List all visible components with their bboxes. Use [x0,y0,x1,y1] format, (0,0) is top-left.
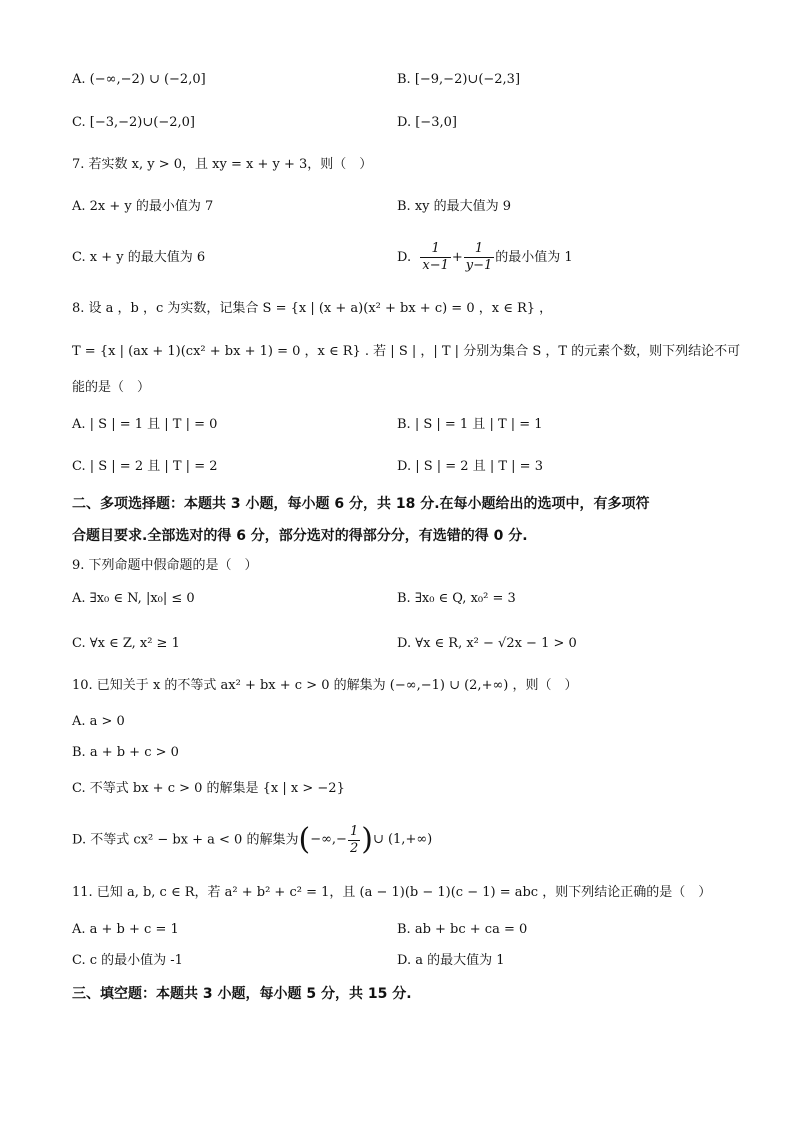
q10-option-c: C. 不等式 bx + c > 0 的解集是 {x | x > −2} [72,781,345,796]
section-2-heading-line-1: 二、多项选择题：本题共 3 小题，每小题 6 分，共 18 分.在每小题给出的选项中，有多项符 [72,496,650,512]
q11-stem: 11. 已知 a, b, c ∈ R，若 a² + b² + c² = 1，且 (a − 1)(b − 1)(c − 1) = abc ，则下列结论正确的是（ ） [72,885,712,900]
q10-left-paren: ( [298,822,311,857]
q7-plus-sign: + [451,250,463,265]
q9-option-d: D. ∀x ∈ R, x² − √2x − 1 > 0 [397,636,577,651]
q8-stem-line-2: T = {x | (ax + 1)(cx² + bx + 1) = 0 ，x ∈ R} . 若 | S | ，| T | 分别为集合 S ，T 的元素个数，则下列结论不可 [72,344,741,359]
q7-option-d [397,236,573,280]
q10-fraction [348,824,360,857]
q10-right-paren: ) [361,822,373,857]
q8-option-d: D. | S | = 2 且 | T | = 3 [397,459,543,474]
q11-option-b: B. ab + bc + ca = 0 [397,922,528,937]
q7-option-b: B. xy 的最大值为 9 [397,199,512,214]
q10-fraction-denominator: 2 [349,840,359,856]
q11-option-a: A. a + b + c = 1 [72,922,179,937]
q6-option-b: B. [−9,−2)∪(−2,3] [397,72,521,87]
q7-fraction-2 [464,241,495,274]
q8-option-b: B. | S | = 1 且 | T | = 1 [397,417,543,432]
q7-option-c: C. x + y 的最大值为 6 [72,250,206,265]
q7-stem: 7. 若实数 x, y > 0，且 xy = x + y + 3，则（ ） [72,157,373,172]
q7-option-d-text: 的最小值为 1 [495,250,573,265]
q7-option-d-label: D. [397,250,412,265]
q11-option-d: D. a 的最大值为 1 [397,953,505,968]
q8-stem-line-3: 能的是（ ） [72,380,151,395]
section-2-heading-line-2: 合题目要求.全部选对的得 6 分，部分选对的得部分分，有选错的得 0 分. [72,528,528,544]
q6-option-c: C. [−3,−2)∪(−2,0] [72,115,195,130]
q9-option-a: A. ∃x₀ ∈ N, |x₀| ≤ 0 [72,591,195,606]
q8-option-a: A. | S | = 1 且 | T | = 0 [72,417,218,432]
q8-option-c: C. | S | = 2 且 | T | = 2 [72,459,218,474]
q6-option-a: A. (−∞,−2) ∪ (−2,0] [72,72,206,87]
q7-fraction-2-numerator: 1 [464,241,495,258]
q10-fraction-numerator: 1 [349,823,359,839]
q10-option-b: B. a + b + c > 0 [72,745,179,760]
q7-fraction-1-denominator: x−1 [422,258,449,273]
q7-fraction-2-denominator: y−1 [465,258,493,273]
q6-option-d: D. [−3,0] [397,115,457,130]
q9-option-b: B. ∃x₀ ∈ Q, x₀² = 3 [397,591,516,606]
q7-fraction-1 [420,241,451,274]
q7-fraction-1-numerator: 1 [420,241,451,258]
q7-option-a: A. 2x + y 的最小值为 7 [72,199,214,214]
q9-stem: 9. 下列命题中假命题的是（ ） [72,558,258,573]
q10-stem: 10. 已知关于 x 的不等式 ax² + bx + c > 0 的解集为 (−∞,−1) ∪ (2,+∞) ，则（ ） [72,678,578,693]
q10-option-d-text: D. 不等式 cx² − bx + a < 0 的解集为 [72,832,299,848]
q10-interval-left: −∞,− [310,832,347,847]
q10-option-a: A. a > 0 [72,714,125,729]
q9-option-c: C. ∀x ∈ Z, x² ≥ 1 [72,636,180,651]
q11-option-c: C. c 的最小值为 -1 [72,953,183,968]
section-3-heading: 三、填空题：本题共 3 小题，每小题 5 分，共 15 分. [72,986,412,1002]
q8-stem-line-1: 8. 设 a ，b ，c 为实数，记集合 S = {x | (x + a)(x² + bx + c) = 0 ，x ∈ R} ， [72,301,553,316]
q10-interval-right: ∪ (1,+∞) [372,832,433,847]
q10-option-d [72,818,432,863]
